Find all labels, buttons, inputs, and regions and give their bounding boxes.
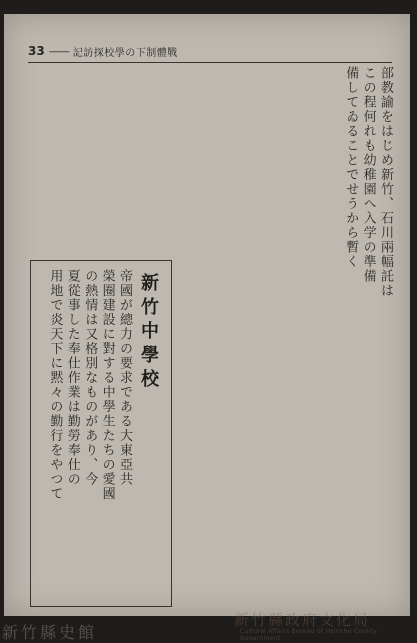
article-box	[30, 260, 172, 607]
body-text-top-right: 部教諭をはじめ新竹、石川兩幅託は この程何れも幼稚園へ入学の準備 備してゐることでせうから暫く	[343, 66, 393, 298]
archive-stamp: 新竹縣史館	[2, 623, 98, 642]
page-header	[28, 44, 388, 58]
watermark-text: 新竹縣政府文化局	[234, 611, 371, 629]
article-title: 新竹中學校	[138, 273, 159, 393]
header-rule	[28, 62, 392, 63]
watermark-subtext: Cultural Affairs Bureau of Hsinchu County Government	[240, 628, 378, 642]
header-dash: ——	[48, 44, 69, 58]
running-title: 記訪探校學の下制體戰	[72, 47, 178, 59]
article-box-text: 帝國が總力の要求である大東亞共 榮圈建設に對する中學生たちの愛國 の熱情は又格別なものがあり、今 夏從事した奉仕作業は勤勞奉仕の 用地で炎天下に黙々の勤行をやつて	[47, 269, 132, 501]
page-number: 33	[28, 44, 45, 58]
